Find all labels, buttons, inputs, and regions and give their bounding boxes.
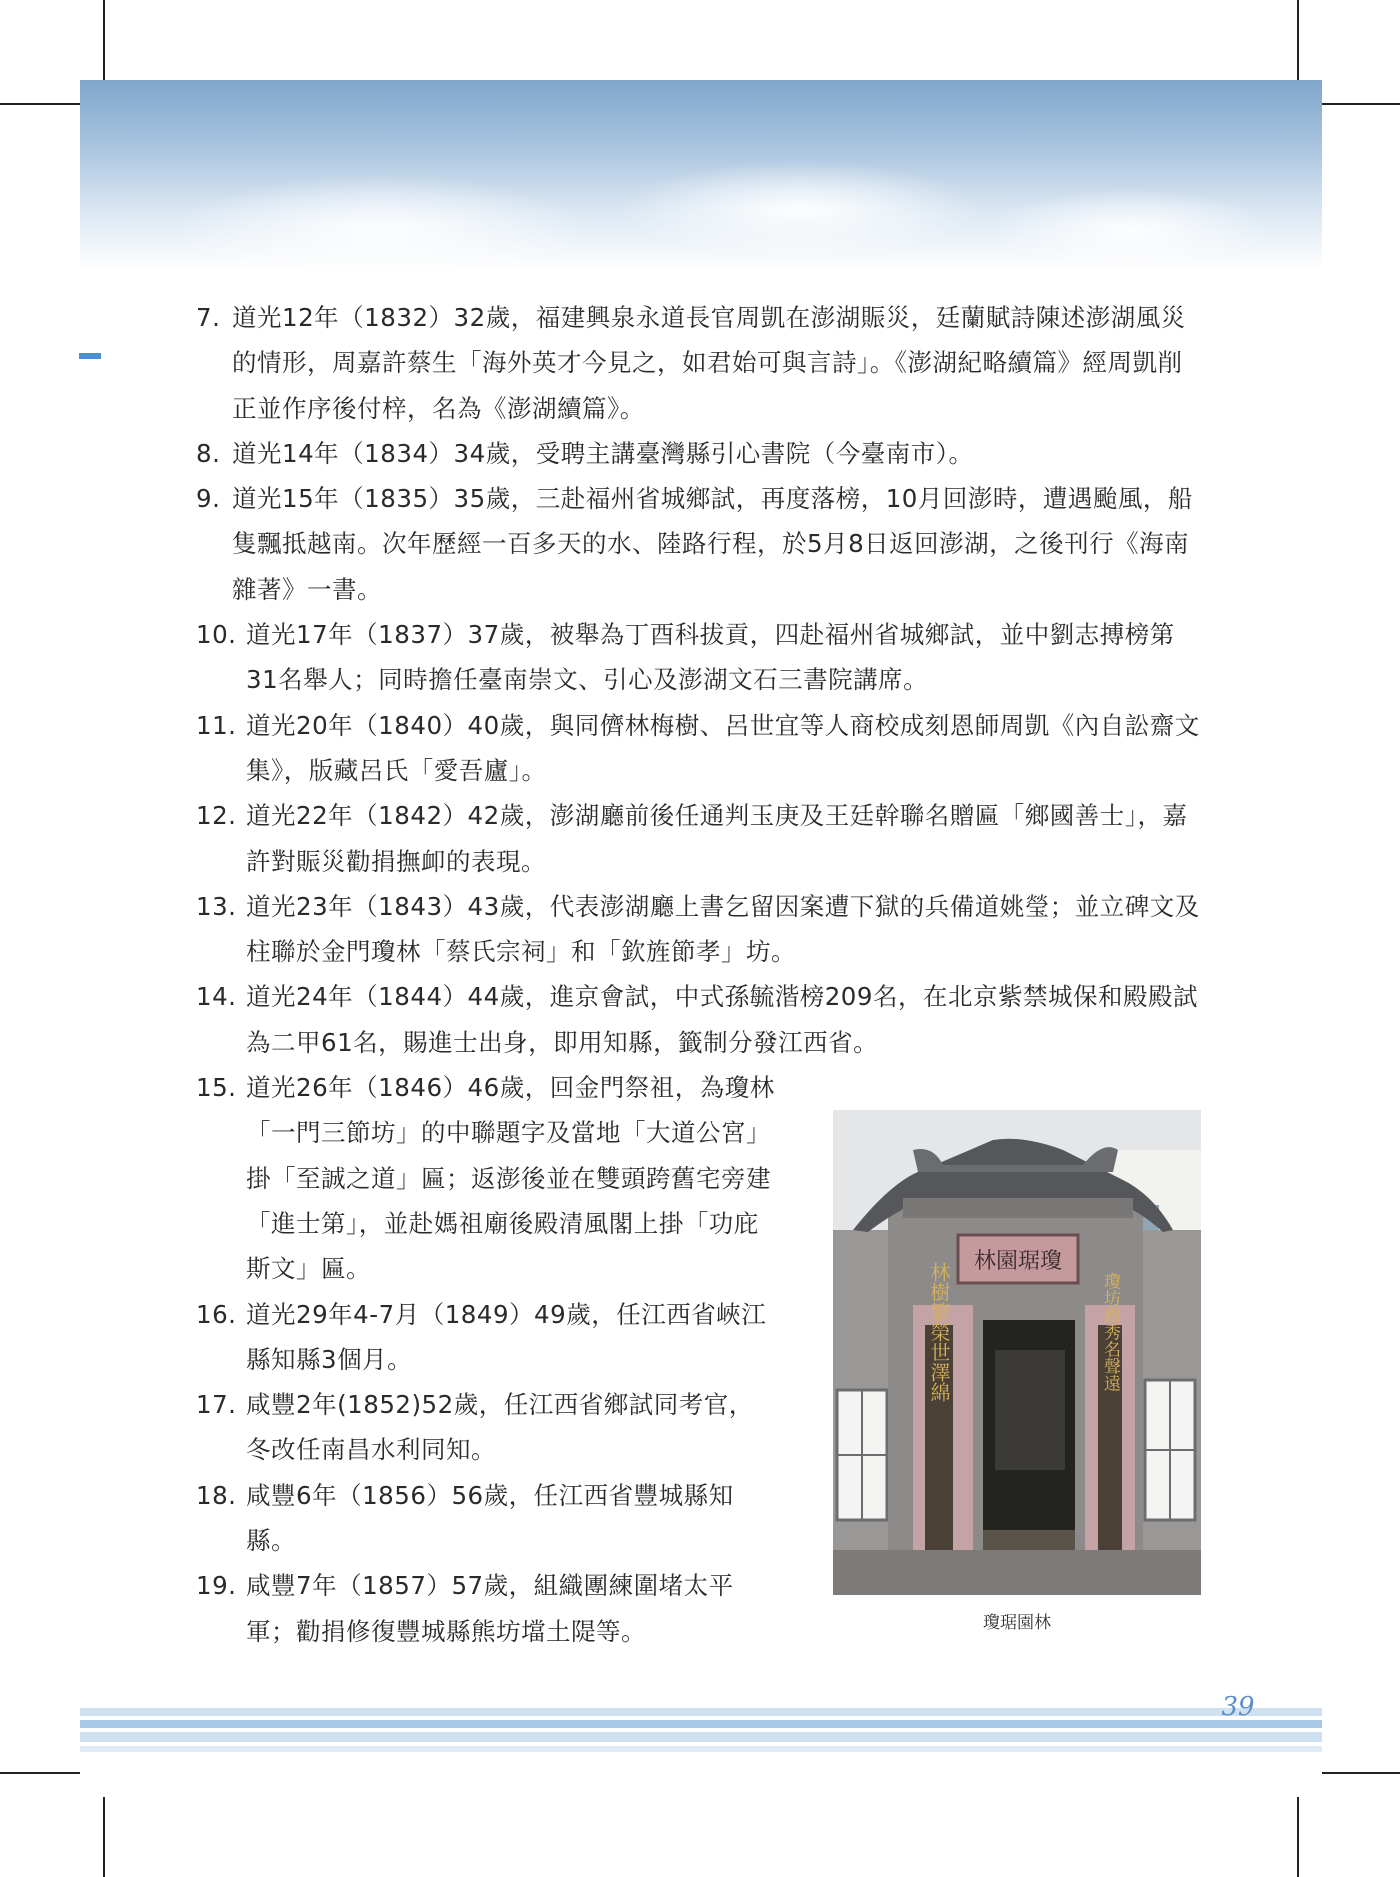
list-item [196,1473,776,1564]
crop-mark [103,1797,105,1877]
item-text: 道光14年（1834）34歲，受聘主講臺灣縣引心書院（今臺南市）。 [232,438,974,468]
list-item [196,1292,776,1383]
footer-band [80,1720,1322,1728]
footer-band [80,1708,1322,1716]
couplet-right-text: 瓊坊踞秀名聲遠 [1100,1272,1120,1392]
gate-illustration [833,1110,1201,1595]
item-number: 8. [196,438,221,468]
list-item [196,1382,776,1473]
item-text: 道光22年（1842）42歲，澎湖廳前後任通判玉庚及王廷幹聯名贈匾「鄉國善士」，嘉許對賑災勸捐撫卹的表現。 [246,801,1188,876]
item-text: 咸豐2年(1852)52歲，任江西省鄉試同考官，冬改任南昌水利同知。 [246,1390,754,1465]
item-number: 16. [196,1299,237,1329]
page-number: 39 [1221,1692,1255,1722]
crop-mark [1297,1797,1299,1877]
item-text: 咸豐7年（1857）57歲，組織團練圍堵太平軍；勸捐修復豐城縣熊坊壋土隄等。 [246,1571,734,1646]
item-text: 道光12年（1832）32歲，福建興泉永道長官周凱在澎湖賑災，廷蘭賦詩陳述澎湖風災的情形，周嘉許蔡生「海外英才今見之，如君始可與言詩」。《澎湖紀略續篇》經周凱削正並作序後付梓，名為《澎湖續篇》。 [232,303,1186,423]
list-item [196,476,1206,612]
list-item [196,884,1206,975]
list-item [196,295,1206,431]
item-number: 19. [196,1571,237,1601]
photo-caption: 瓊琚園林 [983,1613,1051,1633]
item-number: 11. [196,710,237,740]
item-text: 咸豐6年（1856）56歲，任江西省豐城縣知縣。 [246,1480,734,1556]
footer-band [80,1732,1322,1742]
header-sky-banner [80,80,1322,270]
item-text: 道光23年（1843）43歲，代表澎湖廳上書乞留因案遭下獄的兵備道姚瑩；並立碑文及柱聯於金門瓊林「蔡氏宗祠」和「欽旌節孝」坊。 [246,891,1200,967]
crop-mark [0,1772,80,1774]
crop-mark [1322,1772,1400,1774]
item-text: 道光15年（1835）35歲，三赴福州省城鄉試，再度落榜，10月回澎時，遭遇颱風，船隻飄抵越南。次年歷經一百多天的水、陸路行程，於5月8日返回澎湖，之後刊行《海南雜著》一書。 [232,484,1193,604]
item-text: 道光26年（1846）46歲，回金門祭祖，為瓊林「一門三節坊」的中聯題字及當地「大道公宮」掛「至誠之道」匾；返澎後並在雙頭跨舊宅旁建「進士第」，並赴媽祖廟後殿清風閣上掛「功庇斯文」匾。 [246,1073,775,1284]
footer-band [80,1746,1322,1752]
plaque-text: 林園琚瓊 [973,1249,1063,1274]
item-number: 9. [196,484,221,514]
item-text: 道光20年（1840）40歲，與同儕林梅樹、呂世宜等人商校成刻恩師周凱《內自訟齋文集》，版藏呂氏「愛吾廬」。 [246,710,1200,785]
crop-mark [1297,0,1299,80]
crop-mark [1322,103,1400,105]
qionglin-garden-photo [833,1110,1201,1595]
item-text: 道光24年（1844）44歲，進京會試，中式孫毓湝榜209名，在北京紫禁城保和殿殿試為二甲61名，賜進士出身，即用知縣，籤制分發江西省。 [246,982,1198,1057]
section-side-marker [79,353,101,359]
item-number: 14. [196,982,237,1012]
list-item [196,974,1206,1065]
item-number: 7. [196,303,221,332]
item-number: 17. [196,1390,237,1420]
item-number: 13. [196,891,237,921]
list-item [196,793,1206,884]
item-text: 道光17年（1837）37歲，被舉為丁酉科拔貢，四赴福州省城鄉試，並中劉志搏榜第31名舉人；同時擔任臺南崇文、引心及澎湖文石三書院講席。 [246,620,1175,695]
list-item [196,612,1206,703]
list-item [196,1563,776,1654]
item-number: 15. [196,1073,237,1103]
list-item [196,1065,776,1291]
item-number: 12. [196,801,237,831]
item-number: 10. [196,620,237,650]
crop-mark [0,103,80,105]
item-text: 道光29年4-7月（1849）49歲，任江西省峽江縣知縣3個月。 [246,1299,767,1374]
couplet-left-text: 林樹繁榮世澤綿 [927,1262,951,1402]
list-item [196,431,1206,476]
crop-mark [103,0,105,80]
list-item [196,703,1206,794]
item-number: 18. [196,1480,237,1510]
